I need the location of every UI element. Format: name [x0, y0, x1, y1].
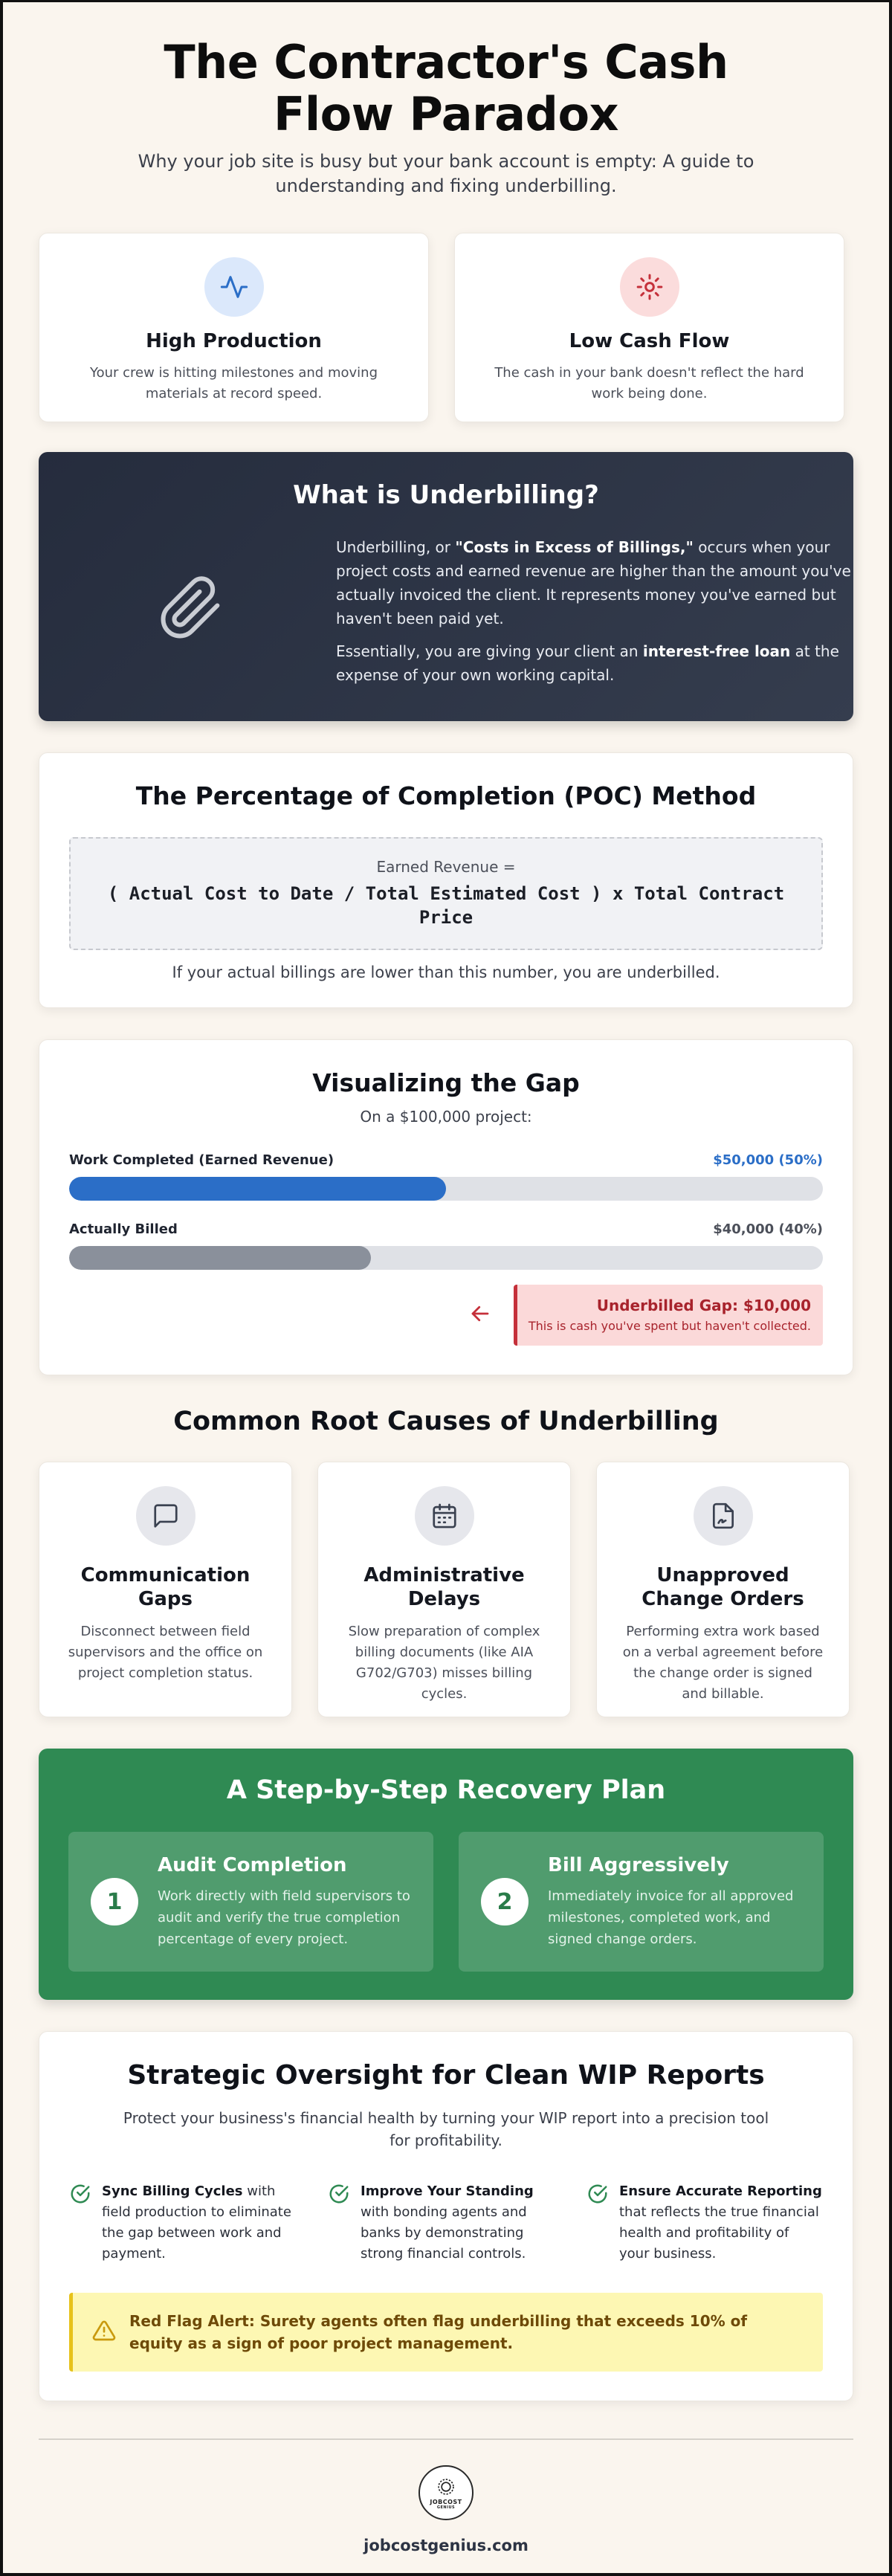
- check-circle-icon: [69, 2183, 91, 2265]
- calendar-icon: [415, 1486, 474, 1546]
- plan-steps-row: [68, 1832, 824, 1972]
- card-description: Disconnect between field supervisors and the office on project completion status.: [68, 1624, 263, 1681]
- cause-card-administrative: [317, 1462, 571, 1717]
- bar-value: $40,000 (40%): [713, 1221, 823, 1237]
- bar-label: Work Completed (Earned Revenue): [69, 1152, 334, 1168]
- gap-alert-title: Underbilled Gap: $10,000: [596, 1297, 811, 1314]
- definition-paragraph: Underbilling, or "Costs in Excess of Billings," occurs when your project costs and earned revenue are higher than the amount you've actually invoiced the client. It represents money you've earned but haven't been paid yet.: [336, 538, 851, 627]
- section-title: Visualizing the Gap: [312, 1068, 580, 1097]
- section-title: The Percentage of Completion (POC) Method: [135, 781, 757, 810]
- low-cash-flow-card: [454, 233, 844, 422]
- plan-step: [68, 1832, 433, 1972]
- formula-text: ( Actual Cost to Date / Total Estimated Cost ) x Total Contract Price: [107, 883, 785, 928]
- red-flag-text: Red Flag Alert: Surety agents often flag underbilling that exceeds 10% of equity as a sign of poor project management.: [129, 2312, 748, 2352]
- section-title: Common Root Causes of Underbilling: [173, 1407, 719, 1436]
- recovery-plan-card: [39, 1749, 853, 2000]
- message-square-icon: [136, 1486, 195, 1546]
- gap-alert-description: This is cash you've spent but haven't collected.: [528, 1319, 811, 1333]
- paradox-row: [39, 233, 853, 422]
- benefit-text: Improve Your Standing with bonding agents and banks by demonstrating strong financial controls.: [361, 2183, 534, 2262]
- poc-note: If your actual billings are lower than this number, you are underbilled.: [172, 963, 720, 981]
- gap-visualization-card: [39, 1039, 853, 1375]
- strategic-oversight-card: [39, 2031, 853, 2401]
- benefit-item: [69, 2181, 306, 2265]
- red-flag-alert: [69, 2293, 823, 2372]
- step-number-badge: 1: [91, 1878, 138, 1925]
- bar-label: Actually Billed: [69, 1221, 178, 1237]
- benefit-item: [586, 2181, 823, 2265]
- poc-method-card: [39, 752, 853, 1008]
- step-title: Audit Completion: [158, 1854, 347, 1876]
- bar-value: $50,000 (50%): [713, 1152, 823, 1168]
- definition-paragraph: Essentially, you are giving your client an interest-free loan at the expense of your own working capital.: [336, 642, 839, 684]
- page-subtitle: Why your job site is busy but your bank account is empty: A guide to understanding and fixing underbilling.: [138, 151, 754, 196]
- step-title: Bill Aggressively: [548, 1854, 729, 1876]
- website-link[interactable]: jobcostgenius.com: [363, 2537, 529, 2554]
- logo-text: JOBCOST: [430, 2498, 462, 2505]
- card-title: Low Cash Flow: [569, 330, 730, 352]
- card-title: High Production: [146, 330, 322, 352]
- plan-step: [459, 1832, 824, 1972]
- cause-card-change-orders: [596, 1462, 850, 1717]
- file-signature-icon: [694, 1486, 753, 1546]
- section-title: A Step-by-Step Recovery Plan: [226, 1775, 666, 1805]
- underbilling-definition-card: [39, 452, 853, 721]
- card-title: Administrative Delays: [363, 1564, 525, 1610]
- billed-progress-fill: [69, 1246, 371, 1270]
- benefit-text: Sync Billing Cycles with field production to eliminate the gap between work and payment.: [102, 2183, 291, 2262]
- high-production-card: [39, 233, 429, 422]
- benefit-item: [328, 2181, 564, 2265]
- benefits-row: [69, 2181, 823, 2265]
- paperclip-icon: [158, 575, 224, 645]
- step-description: Work directly with field supervisors to audit and verify the true completion percentage of every project.: [158, 1888, 410, 1947]
- earned-progress-bar: [69, 1177, 823, 1201]
- definition-text: [336, 535, 856, 687]
- billed-progress-bar: [69, 1246, 823, 1270]
- card-title: Unapproved Change Orders: [641, 1564, 804, 1610]
- card-description: The cash in your bank doesn't reflect the hard work being done.: [494, 365, 804, 401]
- billed-bar-header: [69, 1221, 823, 1237]
- check-circle-icon: [328, 2183, 350, 2265]
- root-causes-row: [39, 1462, 853, 1717]
- section-description: Protect your business's financial health by turning your WIP report into a precision tool for profitability.: [123, 2109, 769, 2149]
- underbilled-gap-alert: [514, 1285, 823, 1346]
- logo-subtext: GENIUS: [436, 2505, 456, 2510]
- earned-bar-header: [69, 1152, 823, 1168]
- formula-label: Earned Revenue =: [376, 858, 516, 876]
- check-circle-icon: [586, 2183, 609, 2265]
- section-title: What is Underbilling?: [293, 480, 599, 510]
- cause-card-communication: [39, 1462, 292, 1717]
- step-number-badge: 2: [481, 1878, 529, 1925]
- jobcost-genius-logo: [418, 2465, 474, 2520]
- footer: [39, 2440, 853, 2554]
- card-description: Performing extra work based on a verbal agreement before the change order is signed and billable.: [622, 1624, 824, 1702]
- card-title: Communication Gaps: [80, 1564, 251, 1610]
- page-title: The Contractor's Cash Flow Paradox: [164, 35, 728, 141]
- loader-icon: [620, 257, 679, 317]
- card-description: Your crew is hitting milestones and moving materials at record speed.: [89, 365, 378, 401]
- activity-pulse-icon: [204, 257, 264, 317]
- arrow-left-icon: [469, 1302, 491, 1328]
- benefit-text: Ensure Accurate Reporting that reflects the true financial health and profitability of your business.: [619, 2183, 822, 2262]
- earned-progress-fill: [69, 1177, 446, 1201]
- step-description: Immediately invoice for all approved milestones, completed work, and signed change orders.: [548, 1888, 794, 1947]
- alert-triangle-icon: [92, 2319, 116, 2346]
- card-description: Slow preparation of complex billing documents (like AIA G702/G703) misses billing cycles.: [348, 1624, 540, 1702]
- section-title: Strategic Oversight for Clean WIP Reports: [127, 2060, 765, 2091]
- formula-box: [69, 837, 823, 950]
- section-subtitle: On a $100,000 project:: [360, 1108, 532, 1126]
